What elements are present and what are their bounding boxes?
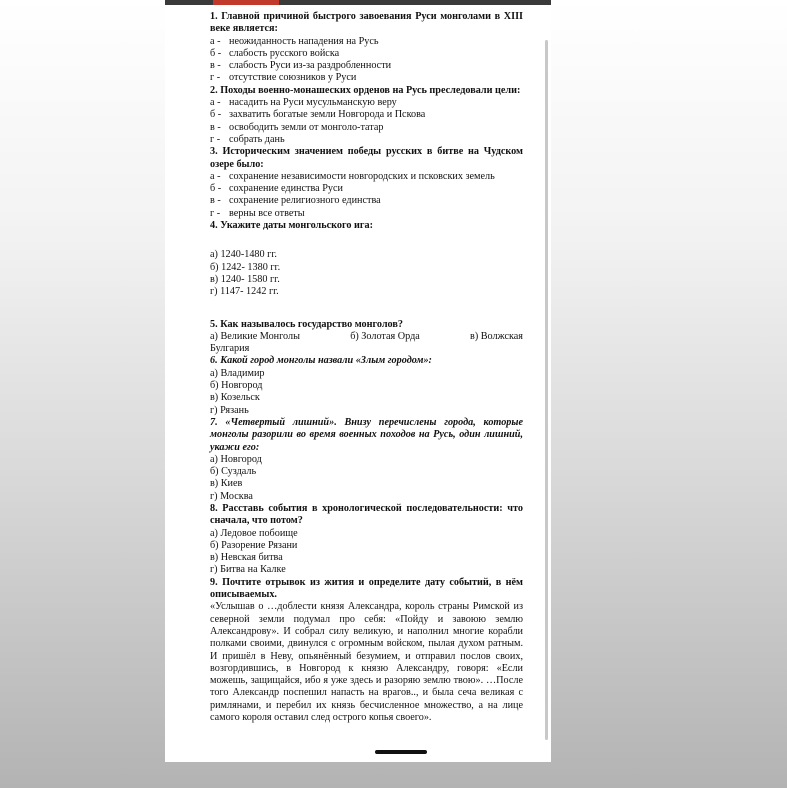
answer-option: г - верны все ответы [210, 207, 305, 219]
answer-option: а - сохранение независимости новгородских и псковских земель [210, 170, 495, 182]
spacer [210, 299, 523, 319]
answer-option: б) Новгород [210, 380, 263, 392]
answer-option: г) Битва на Калке [210, 564, 286, 576]
question-3-title: 3. Историческим значением победы русских в битве на Чудском озере было: [210, 146, 523, 170]
answer-option: б - слабость русского войска [210, 47, 340, 59]
question-1-title: 1. Главной причиной быстрого завоевания Руси монголами в XIII веке является: [210, 11, 523, 35]
answer-option: а - неожиданность нападения на Русь [210, 35, 379, 47]
answer-option: а) Владимир [210, 367, 265, 379]
answer-option: а) Великие Монголы [210, 330, 300, 342]
document-viewer [165, 0, 551, 762]
answer-option: в - слабость Руси из-за раздробленности [210, 60, 392, 72]
question-4-title: 4. Укажите даты монгольского ига: [210, 220, 374, 232]
answer-option: б - сохранение единства Руси [210, 183, 343, 195]
answer-option: в) Киев [210, 478, 243, 490]
answer-option: в) Козельск [210, 392, 260, 404]
answer-option: б) Суздаль [210, 466, 257, 478]
document-page [210, 11, 523, 724]
answer-option: в) Волжская [470, 330, 523, 342]
answer-option: в) 1240- 1580 гг. [210, 273, 280, 285]
passage-text: «Услышав о …доблести князя Александра, король страны Римской из северной земли подумал про себя: «Пойду и завоюю землю Александрову». И собрал силу великую, и наполнил многие корабли полками своими, двинулся с огромным войском, пылая духом ратным. И пришёл в Неву, опьянённый безумием, и отправил послов своих, возгордившись, в Новгород к князю Александру, говоря: «Если можешь, защищайся, ибо я уже здесь и разоряю землю твою». …После того Александр поспешил напасть на врагов.., и была сеча великая с римлянами, и перебил их князь бесчисленное множество, а на лице самого короля оставил след острого копья своего». [210, 601, 523, 724]
question-2-title: 2. Походы военно-монашеских орденов на Русь преследовали цели: [210, 84, 521, 96]
answer-option: г) 1147- 1242 гг. [210, 286, 279, 298]
question-8-title: 8. Расставь события в хронологической последовательности: что сначала, что потом? [210, 502, 523, 527]
answer-option: б) 1242- 1380 гг. [210, 261, 281, 273]
question-6-title: 6. Какой город монголы назвали «Злым городом»: [210, 355, 432, 367]
answer-option-continuation: Булгария [210, 343, 250, 355]
home-indicator[interactable] [375, 750, 427, 754]
answer-option: а) Ледовое побоище [210, 527, 298, 539]
answer-option: г - собрать дань [210, 133, 285, 145]
top-bar-accent [213, 0, 279, 5]
question-9-title: 9. Почтите отрывок из жития и определите дату событий, в нём описываемых. [210, 576, 523, 601]
viewer-top-bar [165, 0, 551, 5]
answer-option: б - захватить богатые земли Новгорода и Пскова [210, 109, 426, 121]
answer-option: б) Разорение Рязани [210, 539, 298, 551]
answer-option: в) Невская битва [210, 552, 283, 564]
answer-option: в - освободить земли от монголо-татар [210, 121, 384, 133]
vertical-scrollbar[interactable] [545, 40, 548, 740]
answer-option: в - сохранение религиозного единства [210, 195, 381, 207]
answer-options-row [210, 331, 523, 343]
answer-option: г - отсутствие союзников у Руси [210, 72, 357, 84]
answer-option: а - насадить на Руси мусульманскую веру [210, 97, 397, 109]
answer-option: г) Рязань [210, 404, 249, 416]
answer-option: а) Новгород [210, 453, 262, 465]
spacer [210, 232, 523, 249]
answer-option: б) Золотая Орда [350, 330, 420, 342]
question-7-title: 7. «Четвертый лишний». Внизу перечислены города, которые монголы разорили во время военных походов на Русь, один лишний, укажи его: [210, 416, 523, 453]
answer-option: а) 1240-1480 гг. [210, 249, 277, 261]
question-5-title: 5. Как называлось государство монголов? [210, 318, 403, 330]
answer-option: г) Москва [210, 490, 253, 502]
